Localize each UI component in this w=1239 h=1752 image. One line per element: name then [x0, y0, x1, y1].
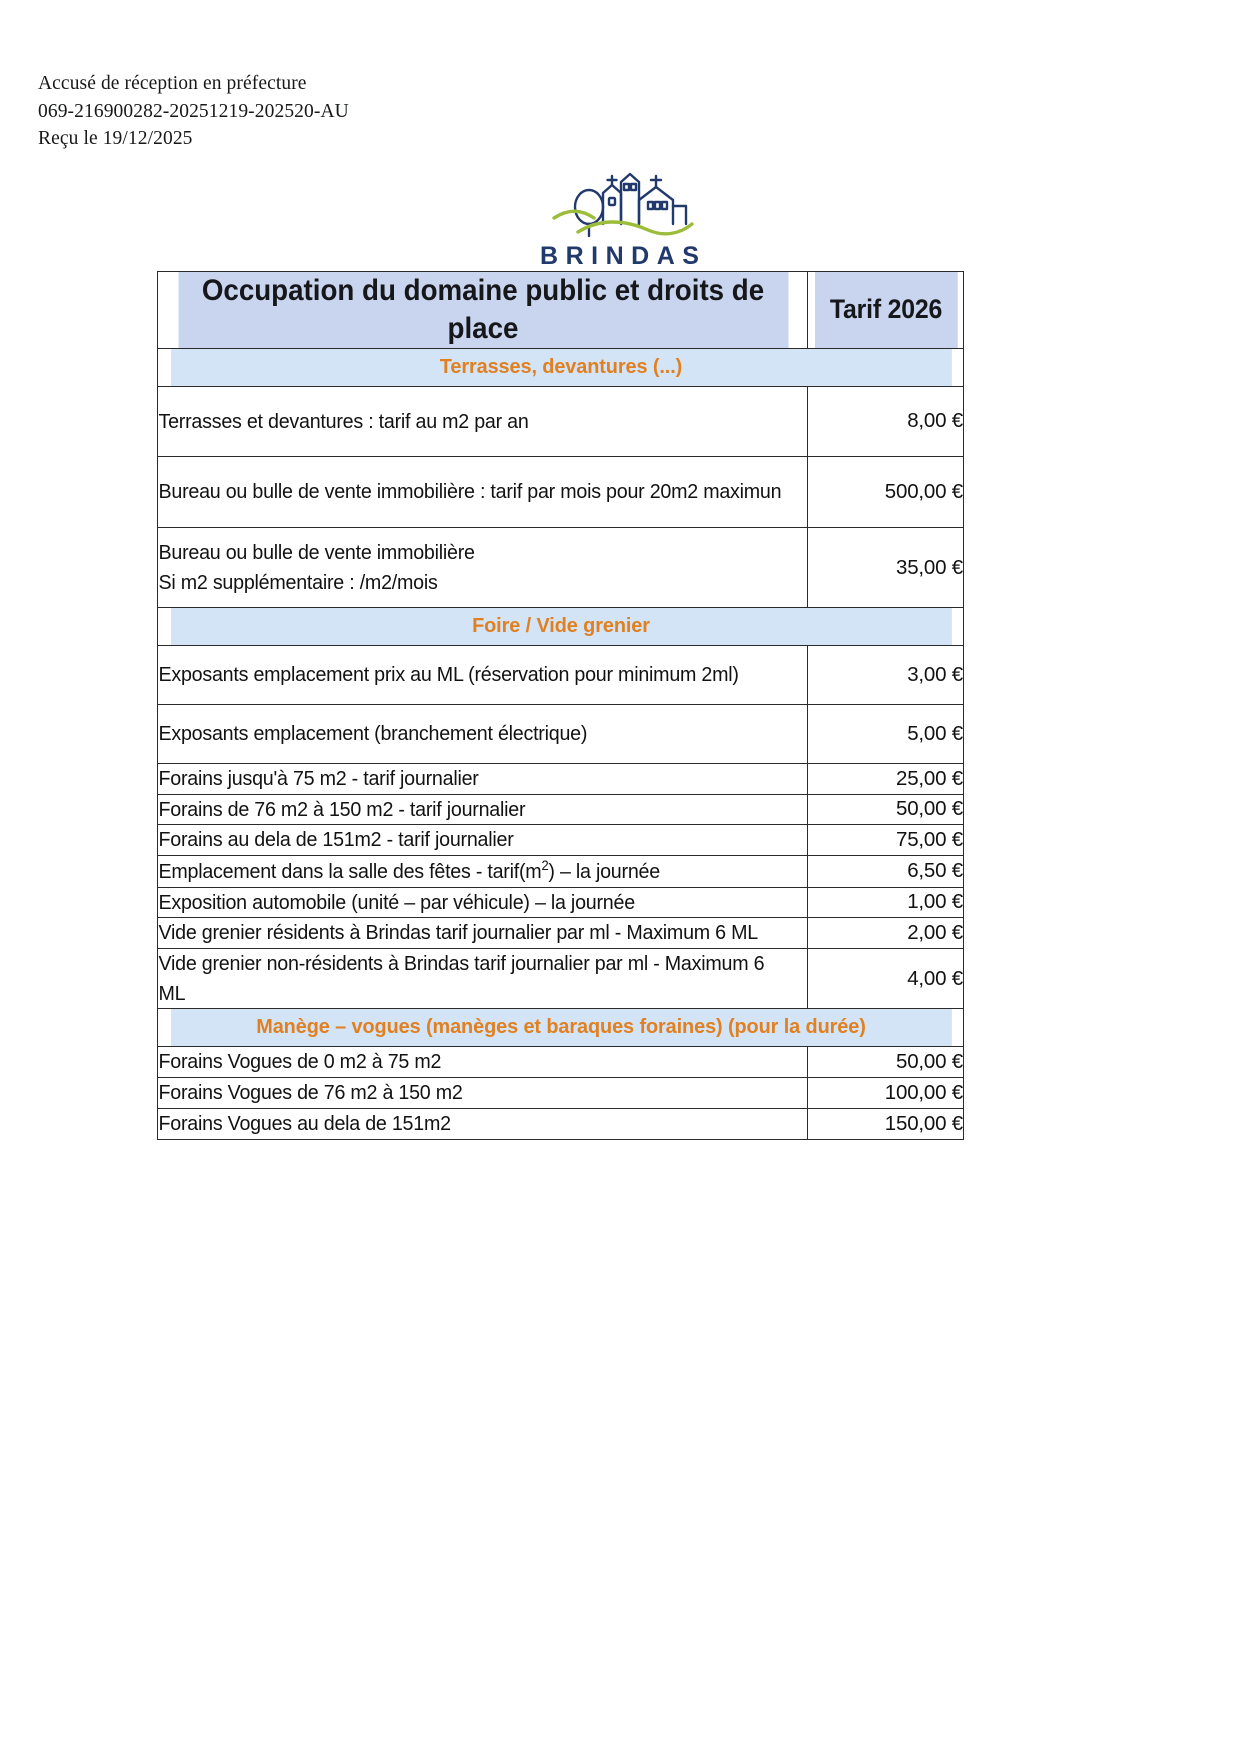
row-label	[158, 527, 782, 607]
table-row	[158, 948, 964, 1008]
table-row	[158, 646, 964, 705]
table-row	[158, 887, 964, 918]
row-label-prefix: Emplacement dans la salle des fêtes - tarif(m	[157, 859, 541, 883]
row-price: 1,00 €	[808, 887, 964, 918]
row-label: Exposants emplacement (branchement électrique)	[158, 705, 782, 764]
prefecture-line-title: Accusé de réception en préfecture	[38, 73, 307, 94]
row-label: Vide grenier résidents à Brindas tarif journalier par ml - Maximum 6 ML	[158, 918, 782, 949]
row-label: Bureau ou bulle de vente immobilière : tarif par mois pour 20m2 maximun	[158, 457, 782, 528]
table-row	[158, 1108, 964, 1139]
row-label	[158, 855, 782, 887]
row-price: 50,00 €	[808, 1047, 964, 1078]
row-price: 4,00 €	[808, 948, 964, 1008]
row-label: Forains au dela de 151m2 - tarif journalier	[158, 825, 782, 856]
row-label: Forains de 76 m2 à 150 m2 - tarif journalier	[158, 794, 782, 825]
row-price: 35,00 €	[808, 527, 964, 607]
section-header-row	[158, 608, 964, 646]
table-row	[158, 918, 964, 949]
row-label: Vide grenier non-résidents à Brindas tarif journalier par ml - Maximum 6 ML	[158, 948, 782, 1008]
row-price: 50,00 €	[808, 794, 964, 825]
table-row	[158, 457, 964, 528]
section-header-row	[158, 348, 964, 386]
row-price: 2,00 €	[808, 918, 964, 949]
row-price: 75,00 €	[808, 825, 964, 856]
row-label-line-2: Si m2 supplémentaire : /m2/mois	[157, 570, 438, 594]
row-label: Exposants emplacement prix au ML (réservation pour minimum 2ml)	[158, 646, 782, 705]
prefecture-receipt-block	[38, 70, 349, 153]
row-price: 5,00 €	[808, 705, 964, 764]
row-price: 150,00 €	[808, 1108, 964, 1139]
brindas-logo	[0, 160, 1239, 282]
row-label-line-1: Bureau ou bulle de vente immobilière	[157, 540, 475, 564]
column-header-description: Occupation du domaine public et droits de place	[177, 272, 788, 349]
tariff-table	[157, 271, 964, 1140]
row-label: Terrasses et devantures : tarif au m2 par an	[158, 386, 782, 457]
section-title-foire: Foire / Vide grenier	[170, 608, 952, 646]
table-row	[158, 1078, 964, 1109]
table-row	[158, 1047, 964, 1078]
table-row	[158, 527, 964, 607]
row-label: Forains Vogues de 76 m2 à 150 m2	[158, 1078, 782, 1109]
row-label: Forains jusqu'à 75 m2 - tarif journalier	[158, 763, 782, 794]
table-row	[158, 825, 964, 856]
column-header-price: Tarif 2026	[814, 272, 958, 349]
table-header-row	[158, 272, 964, 349]
table-row	[158, 386, 964, 457]
row-label: Exposition automobile (unité – par véhicule) – la journée	[158, 887, 782, 918]
row-price: 500,00 €	[808, 457, 964, 528]
row-label-suffix: ) – la journée	[547, 859, 660, 883]
section-title-terrasses: Terrasses, devantures (...)	[170, 348, 952, 386]
table-row	[158, 763, 964, 794]
brindas-village-logo-icon	[540, 160, 700, 238]
table-row	[158, 855, 964, 887]
table-row	[158, 705, 964, 764]
row-label: Forains Vogues de 0 m2 à 75 m2	[158, 1047, 782, 1078]
row-price: 6,50 €	[808, 855, 964, 887]
row-price: 100,00 €	[808, 1078, 964, 1109]
row-price: 8,00 €	[808, 386, 964, 457]
row-price: 3,00 €	[808, 646, 964, 705]
prefecture-line-received-date: Reçu le 19/12/2025	[38, 128, 193, 150]
table-row	[158, 794, 964, 825]
row-price: 25,00 €	[808, 763, 964, 794]
section-title-manege: Manège – vogues (manèges et baraques foraines) (pour la durée)	[170, 1009, 952, 1047]
prefecture-line-reference: 069-216900282-20251219-202520-AU	[38, 100, 349, 122]
row-label-superscript: 2	[540, 857, 548, 873]
brindas-wordmark: BRINDAS	[540, 242, 707, 270]
row-label: Forains Vogues au dela de 151m2	[158, 1108, 782, 1139]
section-header-row	[158, 1009, 964, 1047]
